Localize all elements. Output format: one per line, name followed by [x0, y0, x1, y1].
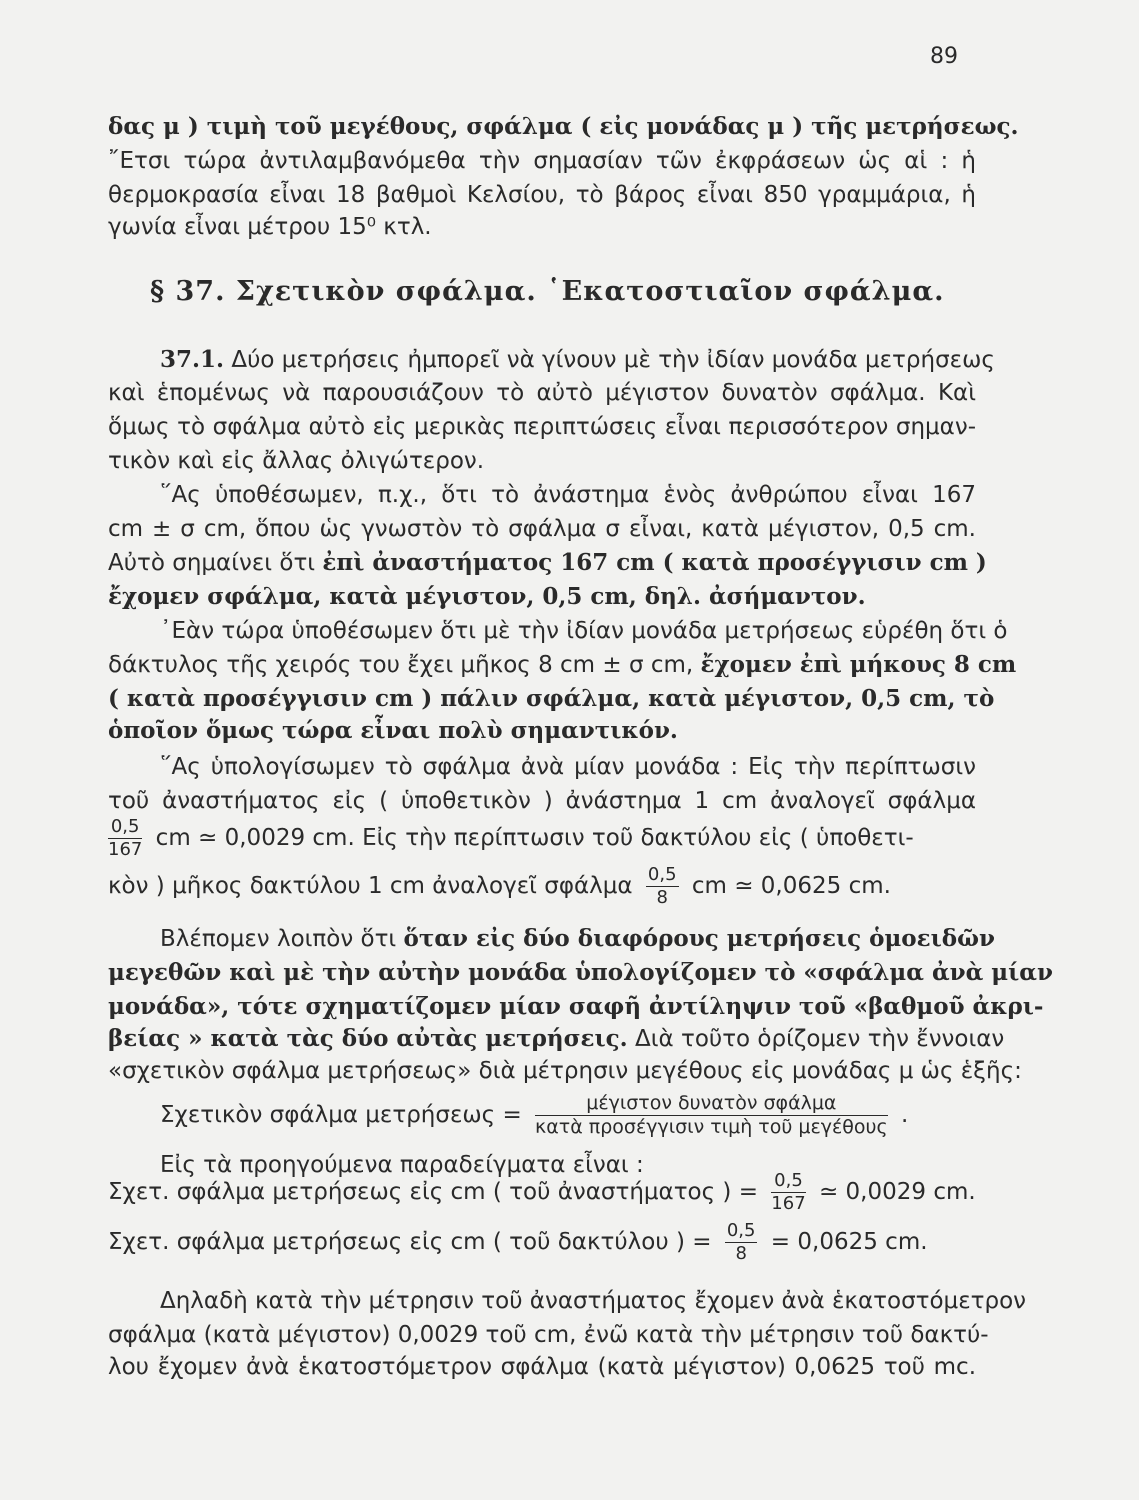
fraction: [771, 1172, 805, 1213]
text-span: Σχετ. σφάλμα μετρήσεως εἰς cm ( τοῦ δακτύλου ) =: [108, 1229, 712, 1255]
text-span: = 0,0625 cm.: [770, 1229, 928, 1255]
fraction-denominator: 167: [108, 839, 143, 860]
bold-span: ὅταν εἰς δύο διαφόρους μετρήσεις ὁμοειδῶν: [403, 925, 995, 952]
text-span: Δύο μετρήσεις ἠμπορεῖ νὰ γίνουν μὲ τὴν ἰδίαν μονάδα μετρήσεως: [231, 347, 995, 373]
text-span: δάκτυλος τῆς χειρός του ἔχει μῆκος 8 cm ± σ cm,: [108, 652, 694, 678]
text-line: σφάλμα (κατὰ μέγιστον) 0,0029 τοῦ cm, ἐνῶ κατὰ τὴν μέτρησιν τοῦ δακτύ-: [108, 1322, 989, 1348]
bold-span: ἔχομεν ἐπὶ μήκους 8 cm: [700, 651, 1017, 678]
text-line: Δηλαδὴ κατὰ τὴν μέτρησιν τοῦ ἀναστήματος ἔχομεν ἀνὰ ἑκατοστόμετρον: [160, 1288, 1026, 1314]
text-line: μονάδα», τότε σχηματίζομεν μίαν σαφῆ ἀντίληψιν τοῦ «βαθμοῦ ἀκρι-: [108, 993, 1044, 1020]
text-line: καὶ ἑπομένως νὰ παρουσιάζουν τὸ αὐτὸ μέγιστον δυνατὸν σφάλμα. Καὶ: [108, 380, 976, 406]
text-line: δας μ ) τιμὴ τοῦ μεγέθους, σφάλμα ( εἰς μονάδας μ ) τῆς μετρήσεως.: [108, 113, 1019, 140]
text-line: «σχετικὸν σφάλμα μετρήσεως» διὰ μέτρησιν μεγέθους εἰς μονάδας μ ὡς ἑξῆς:: [108, 1058, 1022, 1084]
fraction-numerator: μέγιστον δυνατὸν σφάλμα: [535, 1094, 888, 1116]
text-line: γωνία εἶναι μέτρου 15⁰ κτλ.: [108, 214, 432, 240]
formula-end: .: [900, 1102, 909, 1128]
text-span: Βλέπομεν λοιπὸν ὅτι: [160, 926, 397, 952]
subsection-number: 37.1.: [160, 346, 225, 373]
text-line: ἔχομεν σφάλμα, κατὰ μέγιστον, 0,5 cm, δηλ. ἀσήμαντον.: [108, 583, 866, 610]
text-line: μεγεθῶν καὶ μὲ τὴν αὐτὴν μονάδα ὑπολογίζομεν τὸ «σφάλμα ἀνὰ μίαν: [108, 959, 1053, 986]
text-line: [108, 548, 987, 578]
text-line: ᾿Εὰν τώρα ὑποθέσωμεν ὅτι μὲ τὴν ἰδίαν μονάδα μετρήσεως εὑρέθη ὅτι ὁ: [160, 618, 1008, 644]
text-line: Εἰς τὰ προηγούμενα παραδείγματα εἶναι :: [160, 1152, 644, 1178]
text-line: [108, 650, 1017, 680]
example-formula: [108, 1222, 928, 1263]
fraction-numerator: 0,5: [726, 1220, 756, 1241]
text-span: cm ≃ 0,0029 cm. Εἰς τὴν περίπτωσιν τοῦ δακτύλου εἰς ( ὑποθετι-: [155, 825, 914, 851]
fraction-denominator: κατὰ προσέγγισιν τιμὴ τοῦ μεγέθους: [535, 1116, 888, 1138]
text-span: cm ≃ 0,0625 cm.: [691, 873, 891, 899]
fraction: [108, 818, 142, 859]
example-formula: [108, 1172, 976, 1213]
fraction: [725, 1222, 758, 1263]
fraction-numerator: 0,5: [647, 864, 677, 885]
text-line: [160, 345, 995, 375]
bold-span: βείας » κατὰ τὰς δύο αὐτὰς μετρήσεις.: [108, 1025, 628, 1052]
text-line: [108, 1024, 1005, 1054]
fraction: [646, 866, 679, 907]
text-span: Σχετ. σφάλμα μετρήσεως εἰς cm ( τοῦ ἀναστήματος ) =: [108, 1179, 758, 1205]
text-line: ὁποῖον ὅμως τώρα εἶναι πολὺ σημαντικόν.: [108, 717, 678, 744]
fraction-numerator: 0,5: [108, 818, 142, 839]
text-line: cm ± σ cm, ὅπου ὡς γνωστὸν τὸ σφάλμα σ εἶναι, κατὰ μέγιστον, 0,5 cm.: [108, 516, 976, 542]
formula-lhs: Σχετικὸν σφάλμα μετρήσεως =: [160, 1102, 522, 1128]
text-line: ( κατὰ προσέγγισιν cm ) πάλιν σφάλμα, κατὰ μέγιστον, 0,5 cm, τὸ: [108, 685, 995, 712]
text-line: ὅμως τὸ σφάλμα αὐτὸ εἰς μερικὰς περιπτώσεις εἶναι περισσότερον σημαν-: [108, 414, 976, 440]
text-line: λου ἔχομεν ἀνὰ ἑκατοστόμετρον σφάλμα (κατὰ μέγιστον) 0,0625 τοῦ mc.: [108, 1354, 976, 1380]
text-line: τοῦ ἀναστήματος εἰς ( ὑποθετικὸν ) ἀνάστημα 1 cm ἀναλογεῖ σφάλμα: [108, 788, 976, 814]
text-line: ῞Ας ὑπολογίσωμεν τὸ σφάλμα ἀνὰ μίαν μονάδα : Εἰς τὴν περίπτωσιν: [160, 754, 976, 780]
page-number: 89: [930, 44, 958, 69]
text-line: ῎Ετσι τώρα ἀντιλαμβανόμεθα τὴν σημασίαν τῶν ἐκφράσεων ὡς αἱ : ἡ: [108, 148, 976, 174]
text-span: Αὐτὸ σημαίνει ὅτι: [108, 550, 316, 576]
formula-line: [108, 866, 891, 907]
text-line: θερμοκρασία εἶναι 18 βαθμοὶ Κελσίου, τὸ βάρος εἶναι 850 γραμμάρια, ἡ: [108, 182, 976, 208]
text-span: κὸν ) μῆκος δακτύλου 1 cm ἀναλογεῖ σφάλμα: [108, 873, 633, 899]
text-line: [160, 924, 995, 954]
text-line: ῞Ας ὑποθέσωμεν, π.χ., ὅτι τὸ ἀνάστημα ἑνὸς ἀνθρώπου εἶναι 167: [160, 482, 976, 508]
section-heading: § 37. Σχετικὸν σφάλμα. ῾Εκατοστιαῖον σφάλμα.: [150, 276, 945, 307]
fraction-denominator: 167: [771, 1193, 806, 1214]
text-span: ≃ 0,0029 cm.: [818, 1179, 976, 1205]
fraction-numerator: 0,5: [771, 1172, 805, 1193]
text-span: Διὰ τοῦτο ὁρίζομεν τὴν ἔννοιαν: [634, 1026, 1005, 1052]
fraction-denominator: 8: [735, 1243, 747, 1264]
definition-formula: [160, 1094, 908, 1137]
fraction: [535, 1094, 888, 1137]
formula-line: [108, 818, 976, 859]
fraction-denominator: 8: [656, 887, 668, 908]
bold-span: ἐπὶ ἀναστήματος 167 cm ( κατὰ προσέγγισιν cm ): [322, 549, 987, 576]
text-line: τικὸν καὶ εἰς ἄλλας ὀλιγώτερον.: [108, 448, 485, 474]
